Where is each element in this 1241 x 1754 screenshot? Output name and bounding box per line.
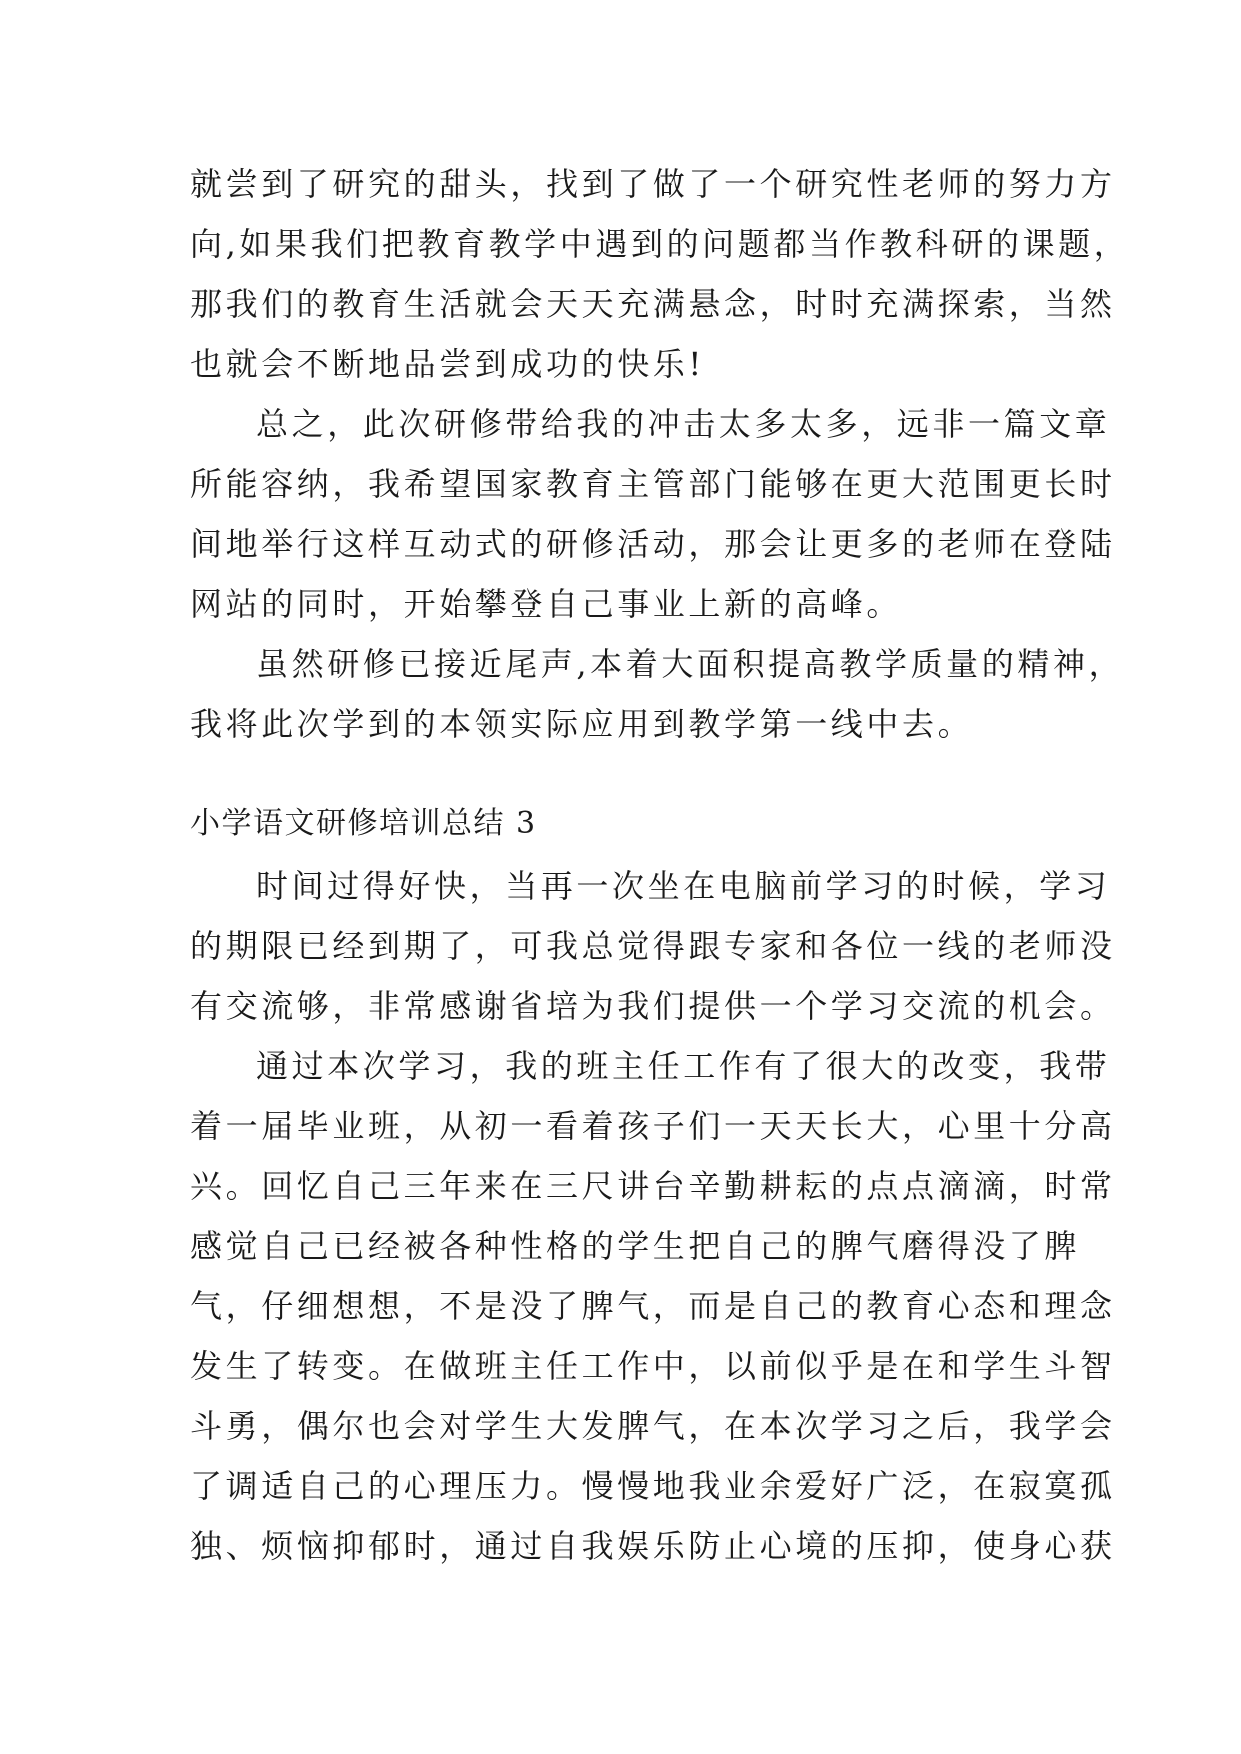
paragraph-line: 感觉自己已经被各种性格的学生把自己的脾气磨得没了脾: [190, 1227, 1081, 1265]
paragraph-line: 向,如果我们把教育教学中遇到的问题都当作教科研的课题，: [190, 225, 1130, 263]
paragraph-line: 时间过得好快，当再一次坐在电脑前学习的时候，学习: [256, 867, 1111, 905]
paragraph-line: 着一届毕业班，从初一看着孩子们一天天长大，心里十分高: [190, 1107, 1116, 1145]
paragraph-line: 通过本次学习，我的班主任工作有了很大的改变，我带: [256, 1047, 1111, 1085]
paragraph-line: 独、烦恼抑郁时，通过自我娱乐防止心境的压抑，使身心获: [190, 1527, 1116, 1565]
paragraph-line: 发生了转变。在做班主任工作中，以前似乎是在和学生斗智: [190, 1347, 1116, 1385]
paragraph-line: 兴。回忆自己三年来在三尺讲台辛勤耕耘的点点滴滴，时常: [190, 1167, 1116, 1205]
paragraph-line: 气，仔细想想，不是没了脾气，而是自己的教育心态和理念: [190, 1287, 1116, 1325]
paragraph-line: 斗勇，偶尔也会对学生大发脾气，在本次学习之后，我学会: [190, 1407, 1116, 1445]
paragraph-line: 有交流够，非常感谢省培为我们提供一个学习交流的机会。: [190, 987, 1116, 1025]
paragraph-line: 所能容纳，我希望国家教育主管部门能够在更大范围更长时: [190, 465, 1116, 503]
paragraph-line: 总之，此次研修带给我的冲击太多太多，远非一篇文章: [256, 405, 1111, 443]
paragraph-line: 就尝到了研究的甜头，找到了做了一个研究性老师的努力方: [190, 165, 1116, 203]
paragraph-line: 网站的同时，开始攀登自己事业上新的高峰。: [190, 585, 903, 623]
paragraph-line: 我将此次学到的本领实际应用到教学第一线中去。: [190, 705, 974, 743]
paragraph-line: 间地举行这样互动式的研修活动，那会让更多的老师在登陆: [190, 525, 1116, 563]
paragraph-line: 了调适自己的心理压力。慢慢地我业余爱好广泛，在寂寞孤: [190, 1467, 1116, 1505]
paragraph-line: 的期限已经到期了，可我总觉得跟专家和各位一线的老师没: [190, 927, 1116, 965]
paragraph-line: 虽然研修已接近尾声,本着大面积提高教学质量的精神，: [256, 645, 1125, 683]
section-heading: 小学语文研修培训总结 3: [190, 806, 537, 841]
paragraph-line: 那我们的教育生活就会天天充满悬念，时时充满探索，当然: [190, 285, 1116, 323]
paragraph-line: 也就会不断地品尝到成功的快乐!: [190, 345, 705, 383]
